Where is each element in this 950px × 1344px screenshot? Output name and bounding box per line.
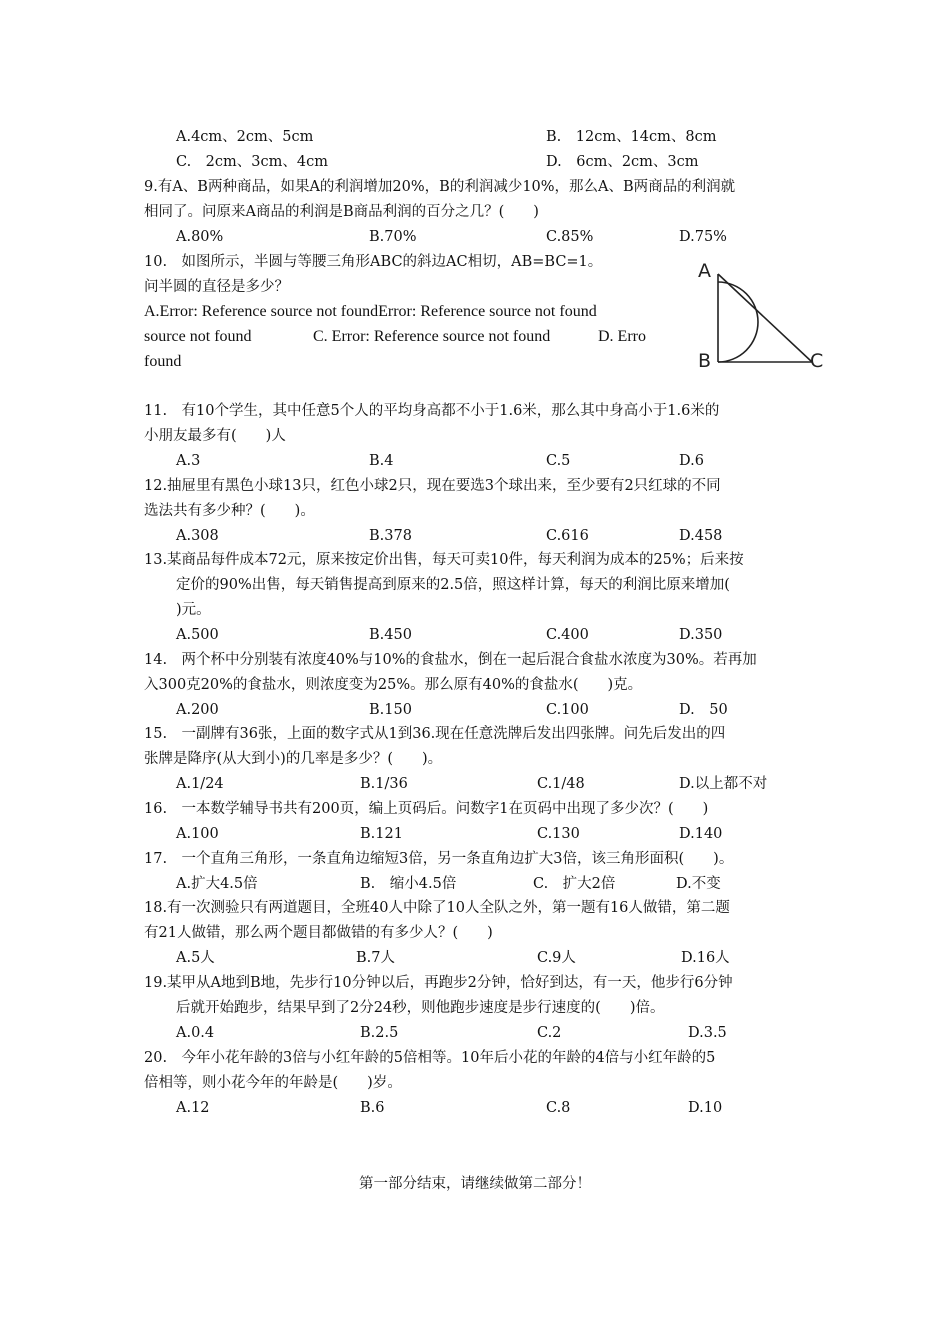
q9-text-line2: 相同了。问原来A商品的利润是B商品利润的百分之几？( ) <box>144 204 539 220</box>
q19-option-b: B.2.5 <box>360 1025 399 1041</box>
q16-option-d: D.140 <box>679 826 723 842</box>
q15-text-line2: 张牌是降序(从大到小)的几率是多少？( )。 <box>144 751 443 767</box>
q11-text-line1: 11. 有10个学生，其中任意5个人的平均身高都不小于1.6米，那么其中身高小于1.6米的 <box>144 403 720 419</box>
q15-text-line1: 15. 一副牌有36张，上面的数字式从1到36.现在任意洗牌后发出四张牌。问先后发出的四 <box>144 726 726 742</box>
q19-option-c: C.2 <box>537 1025 562 1041</box>
q8-option-d: D. 6cm、2cm、3cm <box>546 154 699 170</box>
q14-text-line2: 入300克20%的食盐水，则浓度变为25%。那么原有40%的食盐水( )克。 <box>144 677 643 693</box>
q15-option-d: D.以上都不对 <box>679 776 768 792</box>
q10-option-d-error-end: found <box>144 353 182 370</box>
triangle-semicircle-figure <box>692 252 832 374</box>
q10-option-c-error: C. Error: Reference source not found <box>313 328 551 345</box>
q16-text-line1: 16. 一本数学辅导书共有200页，编上页码后。问数字1在页码中出现了多少次？( ) <box>144 801 709 817</box>
q15-option-b: B.1/36 <box>360 776 408 792</box>
q12-text-line2: 选法共有多少种？( )。 <box>144 503 315 519</box>
q19-text-line2: 后就开始跑步，结果早到了2分24秒，则他跑步速度是步行速度的( )倍。 <box>176 1000 665 1016</box>
label-b: B <box>698 350 712 372</box>
q10-option-d-error: D. Erro <box>598 328 646 345</box>
q18-option-d: D.16人 <box>681 950 730 966</box>
q20-text-line2: 倍相等，则小花今年的年龄是( )岁。 <box>144 1075 402 1091</box>
q13-text-line1: 13.某商品每件成本72元，原来按定价出售，每天可卖10件，每天利润为成本的25%；后来按 <box>144 552 744 568</box>
q14-option-a: A.200 <box>176 702 219 718</box>
q15-option-a: A.1/24 <box>176 776 224 792</box>
section-end-notice: 第一部分结束，请继续做第二部分！ <box>359 1176 591 1192</box>
q13-option-b: B.450 <box>369 627 412 643</box>
q9-text-line1: 9.有A、B两种商品，如果A的利润增加20%，B的利润减少10%，那么A、B两商品的利润就 <box>144 179 736 195</box>
q13-option-a: A.500 <box>176 627 219 643</box>
q17-option-a: A.扩大4.5倍 <box>176 876 258 892</box>
q8-option-a: A.4cm、2cm、5cm <box>176 129 314 145</box>
q14-text-line1: 14. 两个杯中分别装有浓度40%与10%的食盐水，倒在一起后混合食盐水浓度为30%。若再加 <box>144 652 757 668</box>
q16-option-b: B.121 <box>360 826 403 842</box>
q20-text-line1: 20. 今年小花年龄的3倍与小红年龄的5倍相等。10年后小花的年龄的4倍与小红年龄的5 <box>144 1050 716 1066</box>
q20-option-a: A.12 <box>176 1100 210 1116</box>
q12-option-c: C.616 <box>546 528 589 544</box>
hypotenuse-ac <box>718 274 812 362</box>
q11-option-c: C.5 <box>546 453 571 469</box>
q16-option-a: A.100 <box>176 826 219 842</box>
q13-text-line2: 定价的90%出售，每天销售提高到原来的2.5倍，照这样计算，每天的利润比原来增加( <box>176 577 730 593</box>
q12-option-a: A.308 <box>176 528 219 544</box>
q11-option-b: B.4 <box>369 453 394 469</box>
q12-text-line1: 12.抽屉里有黑色小球13只，红色小球2只，现在要选3个球出来，至少要有2只红球的不同 <box>144 478 721 494</box>
label-c: C <box>810 350 824 372</box>
q8-option-b: B. 12cm、14cm、8cm <box>546 129 717 145</box>
q19-option-d: D.3.5 <box>688 1025 727 1041</box>
q10-text-line2: 问半圆的直径是多少？ <box>144 279 289 295</box>
q18-text-line2: 有21人做错，那么两个题目都做错的有多少人？( ) <box>144 925 493 941</box>
q8-option-c: C. 2cm、3cm、4cm <box>176 154 328 170</box>
q12-option-d: D.458 <box>679 528 723 544</box>
q15-option-c: C.1/48 <box>537 776 585 792</box>
q9-option-d: D.75% <box>679 229 727 245</box>
q18-option-a: A.5人 <box>176 950 215 966</box>
q10-option-a-error: A.Error: Reference source not foundError: Reference source not found <box>144 303 597 320</box>
q9-option-a: A.80% <box>176 229 224 245</box>
q20-option-b: B.6 <box>360 1100 385 1116</box>
q11-option-a: A.3 <box>176 453 201 469</box>
q18-text-line1: 18.有一次测验只有两道题目，全班40人中除了10人全队之外，第一题有16人做错，第二题 <box>144 900 730 916</box>
q18-option-b: B.7人 <box>356 950 395 966</box>
q13-text-line3: )元。 <box>176 602 211 618</box>
q17-text-line1: 17. 一个直角三角形，一条直角边缩短3倍，另一条直角边扩大3倍，该三角形面积( )。 <box>144 851 734 867</box>
q14-option-b: B.150 <box>369 702 412 718</box>
q9-option-c: C.85% <box>546 229 594 245</box>
q13-option-c: C.400 <box>546 627 589 643</box>
q11-text-line2: 小朋友最多有( )人 <box>144 428 286 444</box>
q18-option-c: C.9人 <box>537 950 576 966</box>
q14-option-d: D. 50 <box>679 702 728 718</box>
q10-text-line1: 10. 如图所示，半圆与等腰三角形ABC的斜边AC相切，AB=BC=1。 <box>144 254 603 270</box>
label-a: A <box>698 260 711 282</box>
semicircle-arc <box>718 282 758 362</box>
q12-option-b: B.378 <box>369 528 412 544</box>
q20-option-d: D.10 <box>688 1100 723 1116</box>
q20-option-c: C.8 <box>546 1100 571 1116</box>
q14-option-c: C.100 <box>546 702 589 718</box>
q17-option-b: B. 缩小4.5倍 <box>360 876 457 892</box>
q19-text-line1: 19.某甲从A地到B地，先步行10分钟以后，再跑步2分钟，恰好到达，有一天，他步行6分钟 <box>144 975 733 991</box>
q17-option-c: C. 扩大2倍 <box>533 876 616 892</box>
q9-option-b: B.70% <box>369 229 417 245</box>
q11-option-d: D.6 <box>679 453 704 469</box>
q10-option-b-error: source not found <box>144 328 252 345</box>
q13-option-d: D.350 <box>679 627 723 643</box>
q16-option-c: C.130 <box>537 826 580 842</box>
q19-option-a: A.0.4 <box>176 1025 215 1041</box>
q17-option-d: D.不变 <box>676 876 721 892</box>
